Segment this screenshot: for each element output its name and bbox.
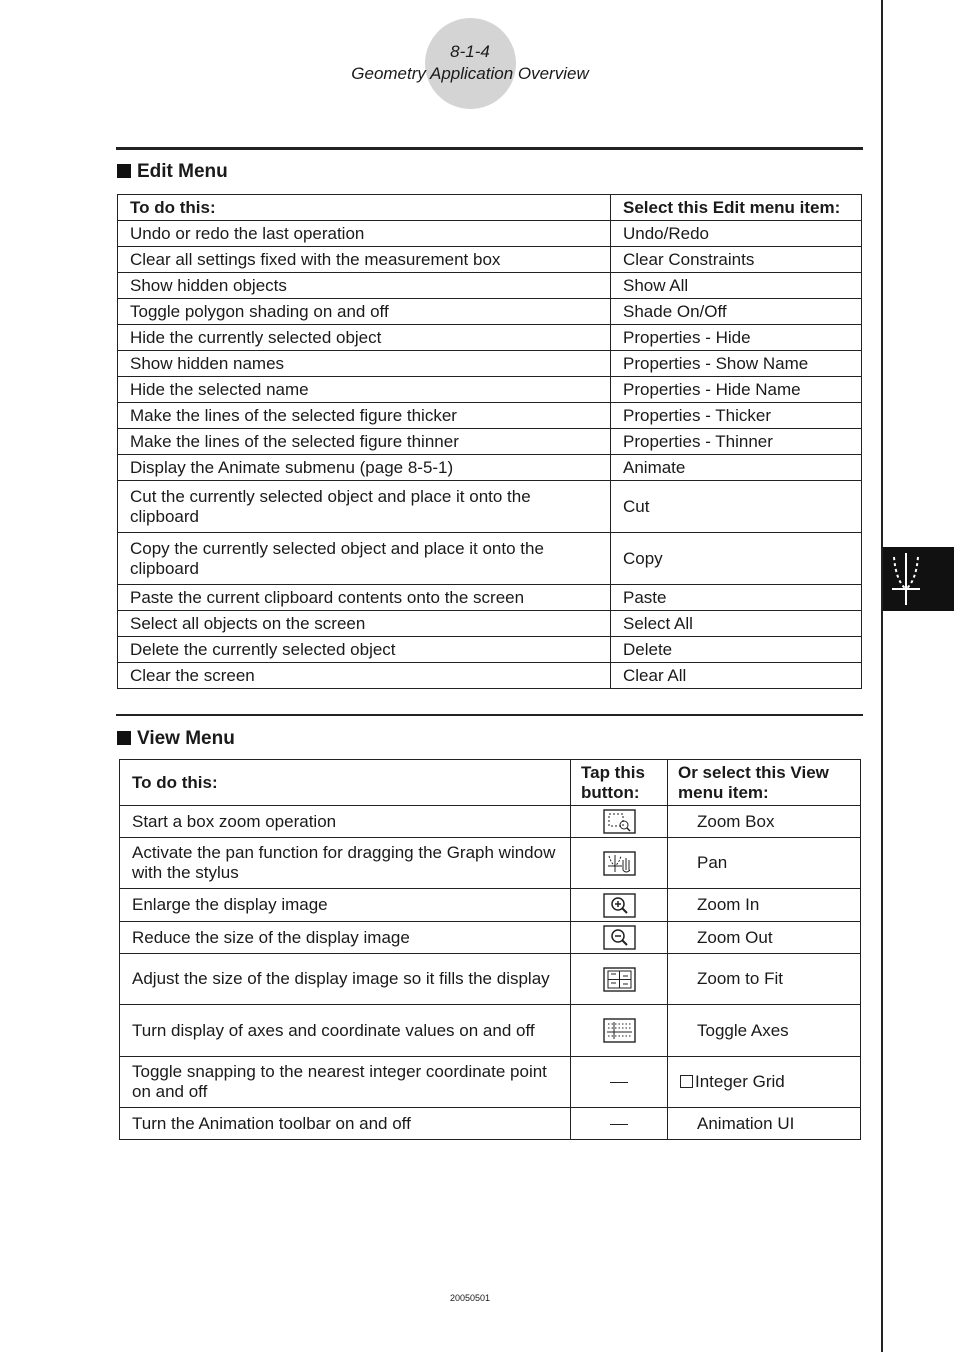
table-row <box>118 221 862 247</box>
table-row <box>118 585 862 611</box>
menu-item-cell: Select All <box>611 611 862 637</box>
action-cell: Start a box zoom operation <box>120 806 571 838</box>
menu-item-cell: Undo/Redo <box>611 221 862 247</box>
table-row <box>120 806 861 838</box>
table-row <box>118 403 862 429</box>
chapter-tab <box>883 547 954 611</box>
menu-item-cell: Clear All <box>611 663 862 689</box>
no-button-dash <box>610 1082 628 1083</box>
menu-item-cell: Copy <box>611 533 862 585</box>
square-bullet-icon <box>117 731 131 745</box>
menu-item-cell: Pan <box>668 838 861 889</box>
column-header: Select this Edit menu item: <box>611 195 862 221</box>
button-cell <box>571 1108 668 1140</box>
zoom-box-icon[interactable] <box>603 809 636 834</box>
action-cell: Clear all settings fixed with the measurement box <box>118 247 611 273</box>
action-cell: Display the Animate submenu (page 8-5-1) <box>118 455 611 481</box>
button-cell <box>571 1005 668 1057</box>
button-cell <box>571 922 668 954</box>
edit-menu-heading: Edit Menu <box>117 161 228 183</box>
table-header-row <box>120 760 861 806</box>
menu-item-cell: Delete <box>611 637 862 663</box>
action-cell: Toggle snapping to the nearest integer coordinate point on and off <box>120 1057 571 1108</box>
menu-item-cell: Paste <box>611 585 862 611</box>
menu-item-cell: Properties - Thinner <box>611 429 862 455</box>
action-cell: Clear the screen <box>118 663 611 689</box>
menu-item-cell: Zoom In <box>668 889 861 922</box>
action-cell: Select all objects on the screen <box>118 611 611 637</box>
action-cell: Make the lines of the selected figure thicker <box>118 403 611 429</box>
table-row <box>118 455 862 481</box>
table-row <box>118 377 862 403</box>
zoom-out-icon[interactable] <box>603 925 636 950</box>
button-cell <box>571 954 668 1005</box>
table-row <box>118 533 862 585</box>
table-row <box>120 922 861 954</box>
action-cell: Hide the currently selected object <box>118 325 611 351</box>
table-row <box>118 247 862 273</box>
table-row <box>118 299 862 325</box>
action-cell: Make the lines of the selected figure thinner <box>118 429 611 455</box>
column-header: To do this: <box>118 195 611 221</box>
table-row <box>118 429 862 455</box>
menu-item-cell: Clear Constraints <box>611 247 862 273</box>
page-subtitle: Geometry Application Overview <box>351 64 589 83</box>
menu-item-cell: Zoom to Fit <box>668 954 861 1005</box>
table-row <box>118 325 862 351</box>
square-bullet-icon <box>117 164 131 178</box>
view-menu-table <box>119 759 861 1140</box>
button-cell <box>571 806 668 838</box>
table-row <box>120 889 861 922</box>
action-cell: Undo or redo the last operation <box>118 221 611 247</box>
action-cell: Turn the Animation toolbar on and off <box>120 1108 571 1140</box>
menu-item-cell: Zoom Box <box>668 806 861 838</box>
action-cell: Show hidden names <box>118 351 611 377</box>
table-row <box>118 663 862 689</box>
table-row <box>120 1057 861 1108</box>
table-header-row <box>118 195 862 221</box>
menu-item-cell: Animation UI <box>668 1108 861 1140</box>
button-cell <box>571 838 668 889</box>
section-divider <box>116 714 863 716</box>
page-edge-rule <box>881 0 883 1352</box>
column-header: Tap this button: <box>571 760 668 806</box>
section-divider <box>116 147 863 150</box>
menu-item-cell <box>668 1057 861 1108</box>
column-header: To do this: <box>120 760 571 806</box>
menu-item-cell: Cut <box>611 481 862 533</box>
action-cell: Delete the currently selected object <box>118 637 611 663</box>
table-row <box>118 637 862 663</box>
toggle-axes-icon[interactable] <box>603 1018 636 1043</box>
column-header: Or select this View menu item: <box>668 760 861 806</box>
table-row <box>118 273 862 299</box>
action-cell: Copy the currently selected object and place it onto the clipboard <box>118 533 611 585</box>
view-menu-heading: View Menu <box>117 728 235 750</box>
button-cell <box>571 889 668 922</box>
menu-item-cell: Show All <box>611 273 862 299</box>
action-cell: Enlarge the display image <box>120 889 571 922</box>
footer-code: 20050501 <box>449 1293 491 1303</box>
table-row <box>118 481 862 533</box>
table-row <box>120 1108 861 1140</box>
page-number: 8-1-4 <box>450 42 490 61</box>
menu-item-cell: Toggle Axes <box>668 1005 861 1057</box>
graph-fork-icon <box>887 551 927 607</box>
table-row <box>118 611 862 637</box>
zoom-in-icon[interactable] <box>603 893 636 918</box>
menu-item-cell: Shade On/Off <box>611 299 862 325</box>
checkbox-icon <box>680 1075 693 1088</box>
menu-item-cell: Properties - Thicker <box>611 403 862 429</box>
menu-item-cell: Zoom Out <box>668 922 861 954</box>
table-row <box>120 1005 861 1057</box>
pan-icon[interactable] <box>603 851 636 876</box>
action-cell: Paste the current clipboard contents onto the screen <box>118 585 611 611</box>
zoom-to-fit-icon[interactable] <box>603 967 636 992</box>
action-cell: Activate the pan function for dragging the Graph window with the stylus <box>120 838 571 889</box>
menu-item-cell: Properties - Show Name <box>611 351 862 377</box>
action-cell: Adjust the size of the display image so it fills the display <box>120 954 571 1005</box>
edit-menu-table <box>117 194 862 689</box>
table-row <box>118 351 862 377</box>
menu-item-label: Integer Grid <box>695 1072 785 1091</box>
action-cell: Toggle polygon shading on and off <box>118 299 611 325</box>
action-cell: Show hidden objects <box>118 273 611 299</box>
menu-item-cell: Animate <box>611 455 862 481</box>
menu-item-cell: Properties - Hide Name <box>611 377 862 403</box>
action-cell: Turn display of axes and coordinate values on and off <box>120 1005 571 1057</box>
action-cell: Cut the currently selected object and place it onto the clipboard <box>118 481 611 533</box>
button-cell <box>571 1057 668 1108</box>
table-row <box>120 954 861 1005</box>
action-cell: Hide the selected name <box>118 377 611 403</box>
menu-item-cell: Properties - Hide <box>611 325 862 351</box>
table-row <box>120 838 861 889</box>
action-cell: Reduce the size of the display image <box>120 922 571 954</box>
no-button-dash <box>610 1124 628 1125</box>
